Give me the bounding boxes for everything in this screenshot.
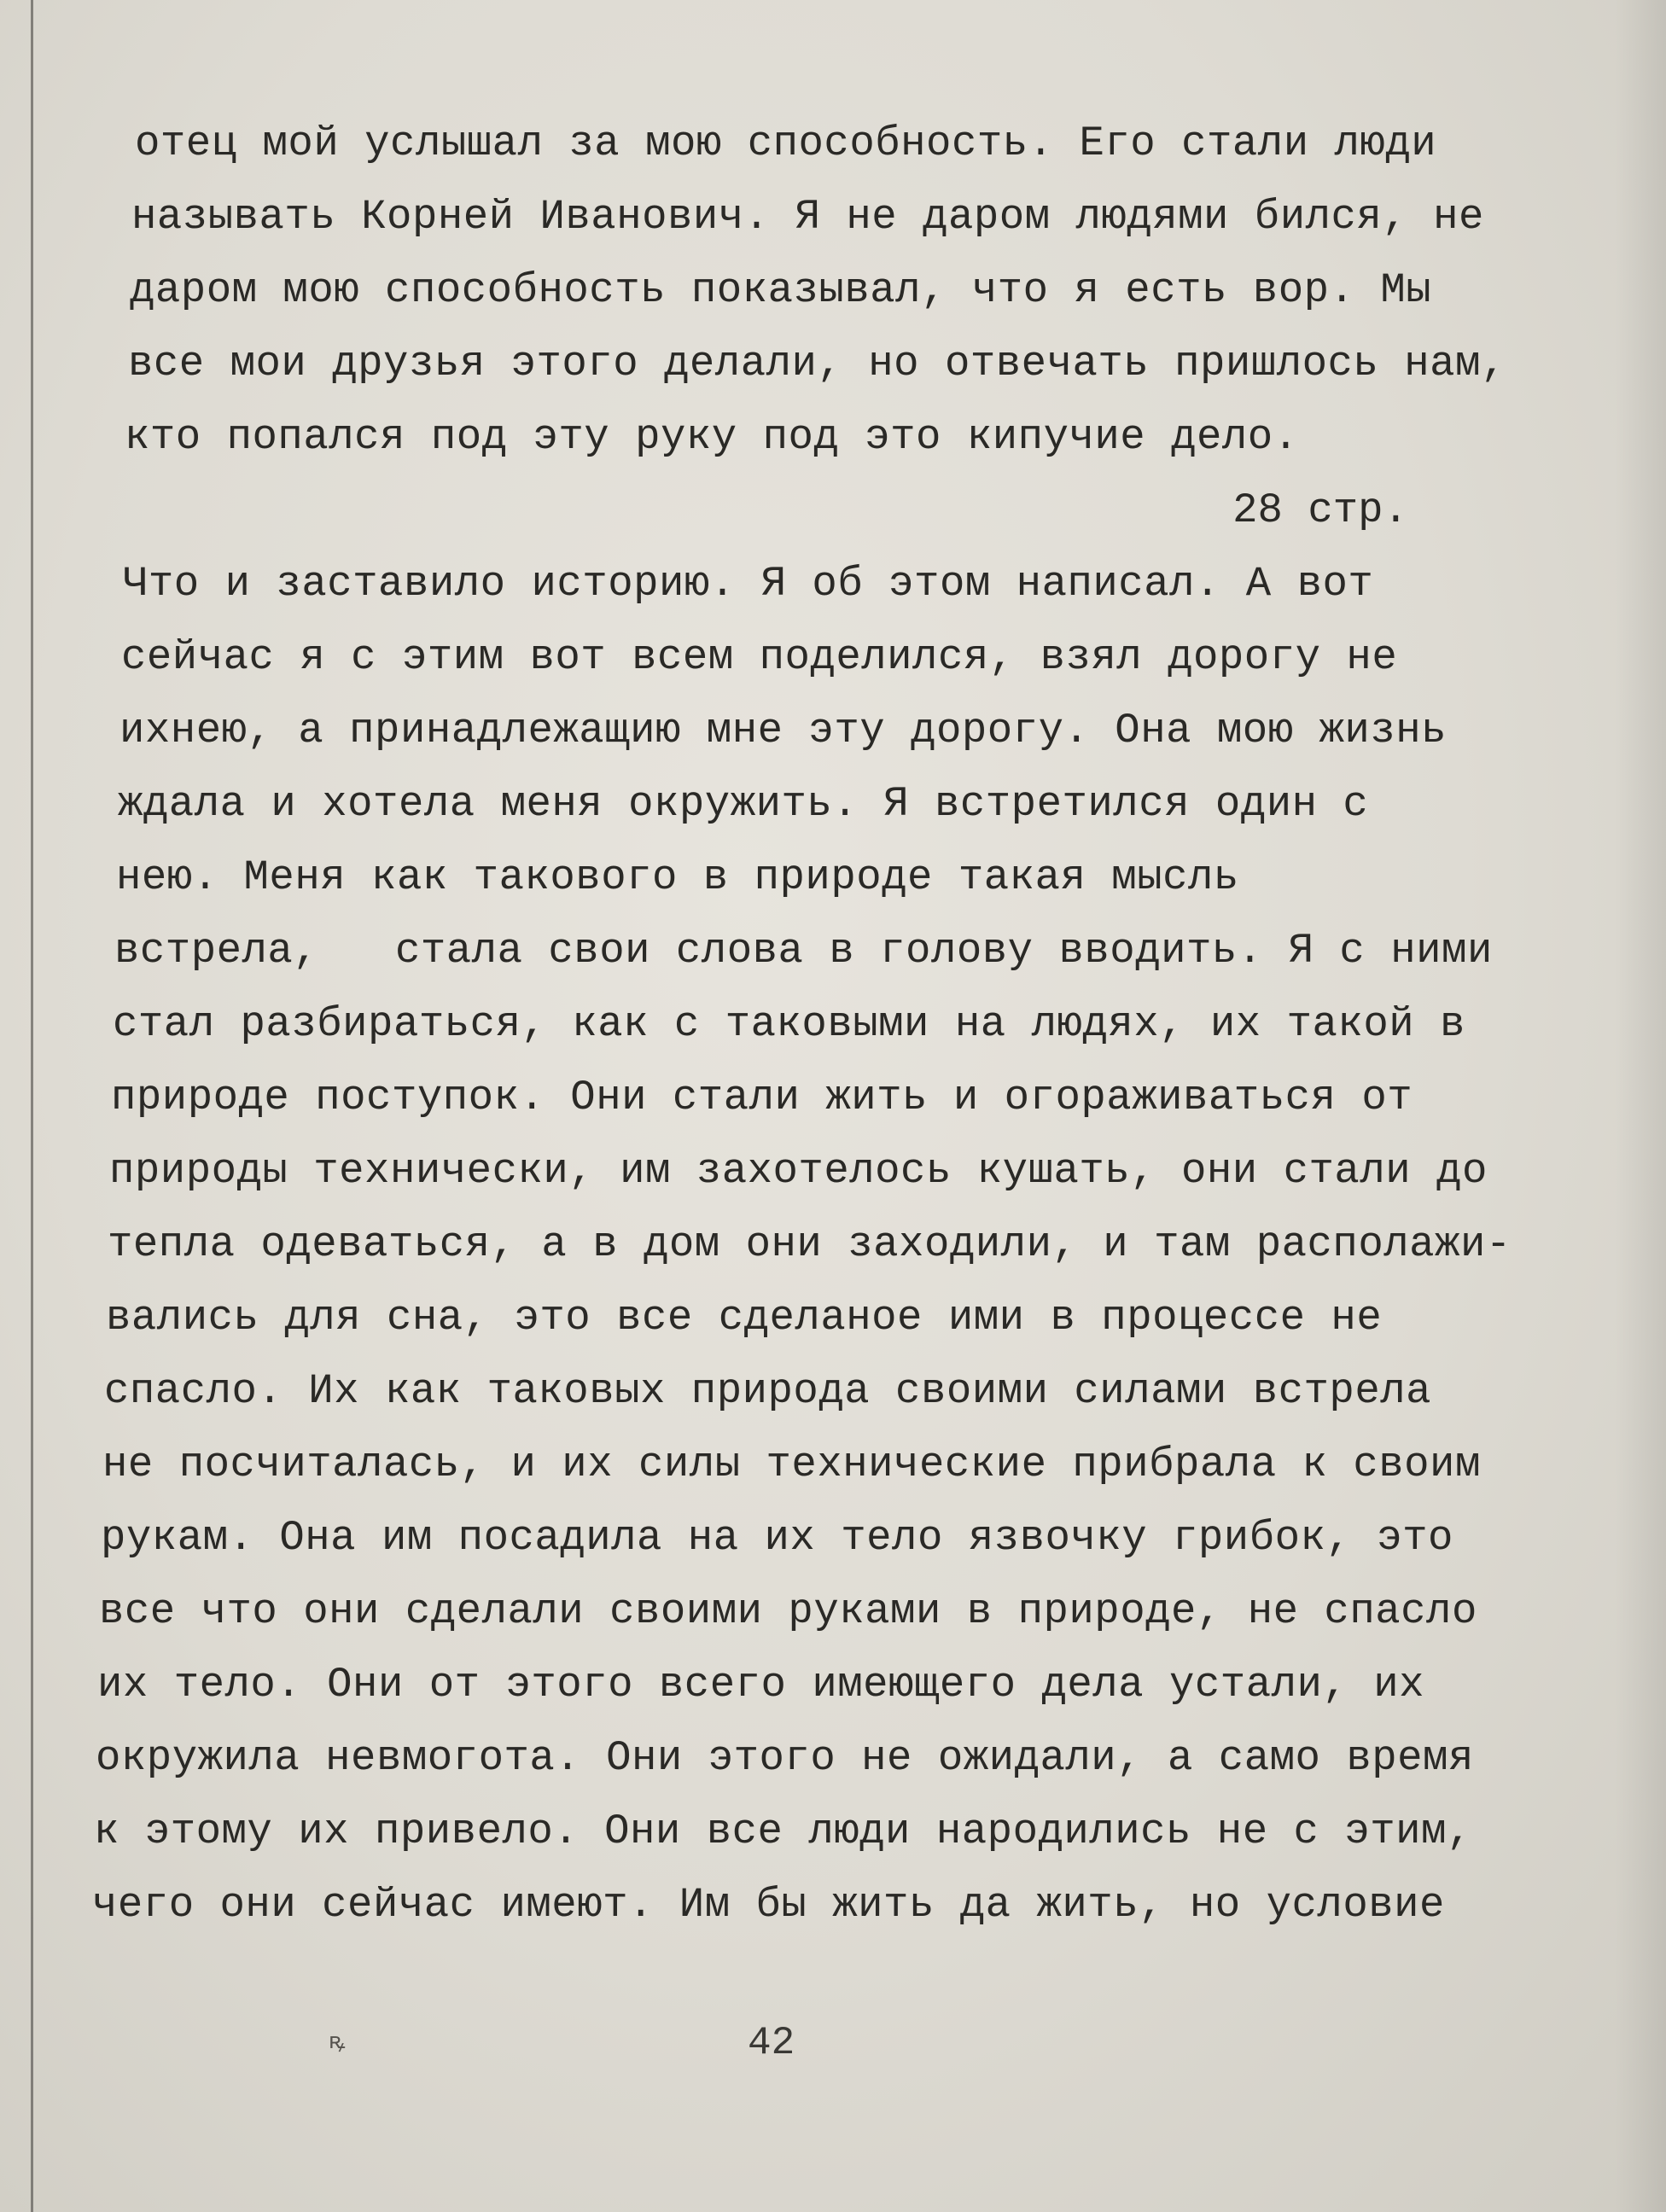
text-line: ихнею, а принадлежащию мне эту дорогу. Она мою жизнь xyxy=(119,707,1448,754)
page-shadow xyxy=(1615,0,1666,2212)
text-line: не посчиталась, и их силы технические прибрала к своим xyxy=(102,1441,1481,1488)
page-number: 42 xyxy=(748,2021,795,2065)
text-line: кто попался под эту руку под это кипучие дело. xyxy=(125,413,1299,461)
text-line: спасло. Их как таковых природа своими силами встрела xyxy=(104,1367,1432,1415)
page-binding-edge xyxy=(31,0,33,2212)
text-line: к этому их привело. Они все люди народились не с этим, xyxy=(94,1807,1472,1855)
text-line: называть Корней Иванович. Я не даром людями бился, не xyxy=(131,193,1484,241)
text-line: их тело. Они от этого всего имеющего дела устали, их xyxy=(97,1661,1425,1708)
text-line: тепла одеваться, а в дом они заходили, и там располажи- xyxy=(108,1220,1512,1268)
text-line: встрела, стала свои слова в голову вводить. Я с ними xyxy=(114,927,1493,975)
text-line: даром мою способность показывал, что я есть вор. Мы xyxy=(130,266,1432,314)
text-line: чего они сейчас имеют. Им бы жить да жить, но условие xyxy=(92,1881,1445,1929)
text-line: отец мой услышал за мою способность. Его стали люди xyxy=(135,119,1437,167)
text-line: вались для сна, это все сделаное ими в процессе не xyxy=(106,1294,1383,1342)
text-line: рукам. Она им посадила на их тело язвочку грибок, это xyxy=(101,1514,1453,1562)
body-text xyxy=(92,107,1512,1941)
text-line: стал разбираться, как с таковыми на людях, их такой в xyxy=(113,1000,1465,1048)
text-line: все что они сделали своими руками в природе, не спасло xyxy=(99,1587,1477,1635)
text-line: сейчас я с этим вот всем поделился, взял дорогу не xyxy=(121,633,1398,681)
text-line: нею. Меня как такового в природе такая мысль xyxy=(116,853,1239,901)
text-line: Что и заставило историю. Я об этом написал. А вот xyxy=(123,560,1374,608)
text-line: природы технически, им захотелось кушать, они стали до xyxy=(109,1147,1488,1195)
ink-smudge: ꝶ xyxy=(329,2029,346,2054)
text-line: окружила невмогота. Они этого не ожидали, а само время xyxy=(96,1734,1474,1782)
page-reference: 28 стр. xyxy=(1232,486,1408,534)
text-line: ждала и хотела меня окружить. Я встретился один с xyxy=(118,780,1369,828)
text-line: природе поступок. Они стали жить и огораживаться от xyxy=(111,1074,1413,1121)
text-line: все мои друзья этого делали, но отвечать пришлось нам, xyxy=(128,340,1506,387)
